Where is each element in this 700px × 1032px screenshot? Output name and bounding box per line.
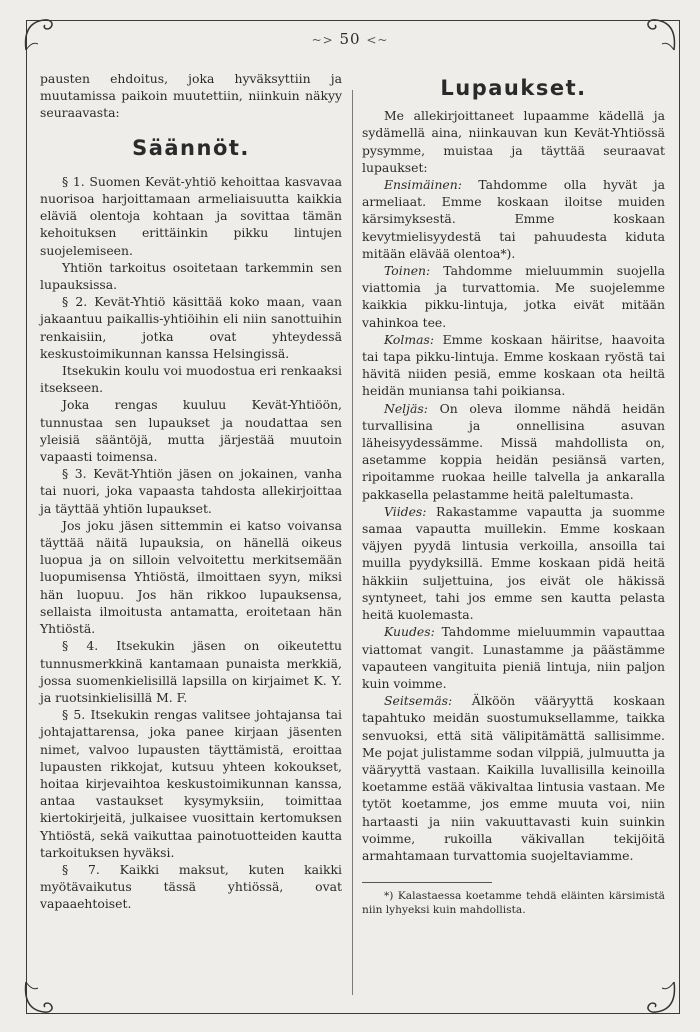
- promise-item: [362, 331, 665, 400]
- rule-paragraph-2: Yhtiön tarkoitus osoitetaan tarkemmin sen lupauksissa.: [40, 259, 342, 293]
- header-flourish-left-icon: ~>: [311, 33, 334, 47]
- promise-item: [362, 176, 665, 262]
- rules-heading: Säännöt.: [132, 135, 250, 160]
- page-number: 50: [339, 30, 361, 48]
- promise-text: Älköön vääryyttä koskaan tapahtuko meidän suostumuksellamme, taikka senvuoksi, että sitä välipitämättä sallisimme. Me pojat julistamme sodan vilppiä, julmuutta ja vääryyttä vastaan. Kaikilla luvallisilla keinoilla koetamme estää väkivaltaa lintusia vastaan. Me tytöt koetamme, jos emme muuta voi, niin hartaasti ja niin vakuuttavasti kuin suinkin voimme, rukoilla väkivallan tekijöitä armahtamaan turvattomia suojeltaviamme.: [362, 693, 665, 863]
- promise-label: Viides:: [384, 503, 427, 519]
- promise-text: Tahdomme mieluummin vapauttaa viattomat vangit. Lunastamme ja päästämme vapauteen vangituita pieniä lintuja, niin paljon kuin voimme.: [362, 624, 665, 691]
- rule-paragraph-5: Joka rengas kuuluu Kevät-Yhtiöön, tunnustaa sen lupaukset ja noudattaa sen yleisiä sääntöjä, mutta järjestää muutoin vapaasti toimensa.: [40, 397, 342, 465]
- rule-paragraph-4: Itsekukin koulu voi muodostua eri renkaaksi itsekseen.: [40, 363, 342, 396]
- promise-item: [362, 692, 665, 864]
- promises-heading: Lupaukset.: [440, 76, 587, 100]
- footnote-rule: [362, 882, 492, 883]
- promise-item: [362, 503, 665, 623]
- promise-item: [362, 400, 665, 503]
- corner-ornament-bottom-left-icon: [20, 978, 60, 1018]
- rule-paragraph-9: § 5. Itsekukin rengas valitsee johtajansa tai johtajattarensa, joka panee kirjaan jäsenten nimet, valvoo lupausten täyttämistä, eroittaa lupausten rikkojat, kutsuu yhteen kokoukset, hoitaa kirjevaihtoa keskustoimikunnan kanssa, antaa vastaukset kysymyksiin, toimittaa kiertokirjeitä, julkaisee vuosittain kertomuksen Yhtiöstä, sekä vaikuttaa painotuotteiden kautta tarkoituksen hyväksi.: [40, 707, 342, 860]
- page-header: [0, 30, 700, 48]
- left-column: [40, 70, 342, 913]
- corner-ornament-bottom-right-icon: [640, 978, 680, 1018]
- promise-item: [362, 262, 665, 331]
- promise-label: Kolmas:: [384, 331, 435, 347]
- promise-text: On oleva ilomme nähdä heidän turvallisina ja onnellisina asuvan läheisyydessämme. Missä mahdollista on, asetamme koppia heidän pesiänsä varten, ripoitamme ruokaa heille talvella ja ankaralla pakkasella pelastamme heitä paleltumasta.: [362, 400, 665, 502]
- promise-label: Neljäs:: [384, 400, 428, 416]
- promise-text: Rakastamme vapautta ja suomme samaa vapautta muillekin. Emme koskaan väjyen pyydä lintusia verkoilla, ansoilla tai muilla pyydyksillä. Emme koskaan pidä heitä häkkiin suljettuina, jos eivät ole häkissä syntyneet, tahi jos emme sen kautta pelasta heitä kuolemasta.: [362, 503, 665, 623]
- promise-label: Toinen:: [384, 263, 431, 279]
- promise-item: [362, 623, 665, 692]
- header-flourish-right-icon: <~: [366, 33, 389, 47]
- promise-label: Ensimäinen:: [384, 177, 462, 193]
- rule-paragraph-1: § 1. Suomen Kevät-yhtiö kehoittaa kasvavaa nuorisoa harjoittamaan armeliaisuutta kaikkia eläviä olentoja kohtaan ja sovittaa tämän kehoituksen erittäinkin pikku lintujen suojelemiseen.: [40, 173, 342, 258]
- promises-intro: Me allekirjoittaneet lupaamme kädellä ja sydämellä aina, niinkauvan kun Kevät-Yhtiössä pysymme, muistaa ja täyttää seuraavat lupaukset:: [362, 108, 665, 175]
- right-column: [362, 70, 665, 917]
- promise-text: Tahdomme olla hyvät ja armeliaat. Emme koskaan iloitse muiden kärsimyksestä. Emme koskaan kevytmielisyydestä tai pahuudesta kiduta mitään elävää olentoa*).: [362, 177, 665, 261]
- promise-text: Tahdomme mieluummin suojella viattomia ja turvattomia. Me suojelemme kaikkia pikku-lintuja, jotka eivät mitään vahinkoa tee.: [362, 263, 665, 330]
- column-divider: [352, 90, 353, 995]
- rule-paragraph-6: § 3. Kevät-Yhtiön jäsen on jokainen, vanha tai nuori, joka vapaasta tahdosta allekirjoittaa ja täyttää yhtiön lupaukset.: [40, 466, 342, 516]
- promise-label: Kuudes:: [384, 624, 435, 640]
- rule-paragraph-10: § 7. Kaikki maksut, kuten kaikki myötävaikutus tässä yhtiössä, ovat vapaaehtoiset.: [40, 861, 342, 912]
- promise-text: Emme koskaan häiritse, haavoita tai tapa pikku-lintuja. Emme koskaan ryöstä tai hävitä niiden pesiä, emme koskaan ota heiltä heidän muniansa tahi poikiansa.: [362, 331, 665, 399]
- intro-paragraph: pausten ehdoitus, joka hyväksyttiin ja muutamissa paikoin muutettiin, niinkuin näkyy seuraavasta:: [40, 71, 342, 121]
- rule-paragraph-8: § 4. Itsekukin jäsen on oikeutettu tunnusmerkkinä kantamaan punaista merkkiä, jossa suomenkielisillä lapsilla on kirjaimet K. Y. ja ruotsinkielisillä M. F.: [40, 638, 342, 705]
- rule-paragraph-3: § 2. Kevät-Yhtiö käsittää koko maan, vaan jakaantuu paikallis-yhtiöihin eli niin sanottuihin renkaisiin, jotka ovat yhteydessä keskustoimikunnan kanssa Helsingissä.: [40, 294, 342, 361]
- footnote: *) Kalastaessa koetamme tehdä eläinten kärsimistä niin lyhyeksi kuin mahdollista.: [362, 890, 665, 917]
- promise-label: Seitsemäs:: [384, 693, 453, 709]
- rule-paragraph-7: Jos joku jäsen sittemmin ei katso voivansa täyttää näitä lupauksia, on hänellä oikeus luopua ja on silloin velvoitettu merkitsemään luopumisensa Yhtiöstä, ilmoittaen syyn, miksi hän luopuu. Jos hän rikkoo lupauksensa, sellaista ilmoitusta antamatta, eroitetaan hän Yhtiöstä.: [40, 517, 342, 637]
